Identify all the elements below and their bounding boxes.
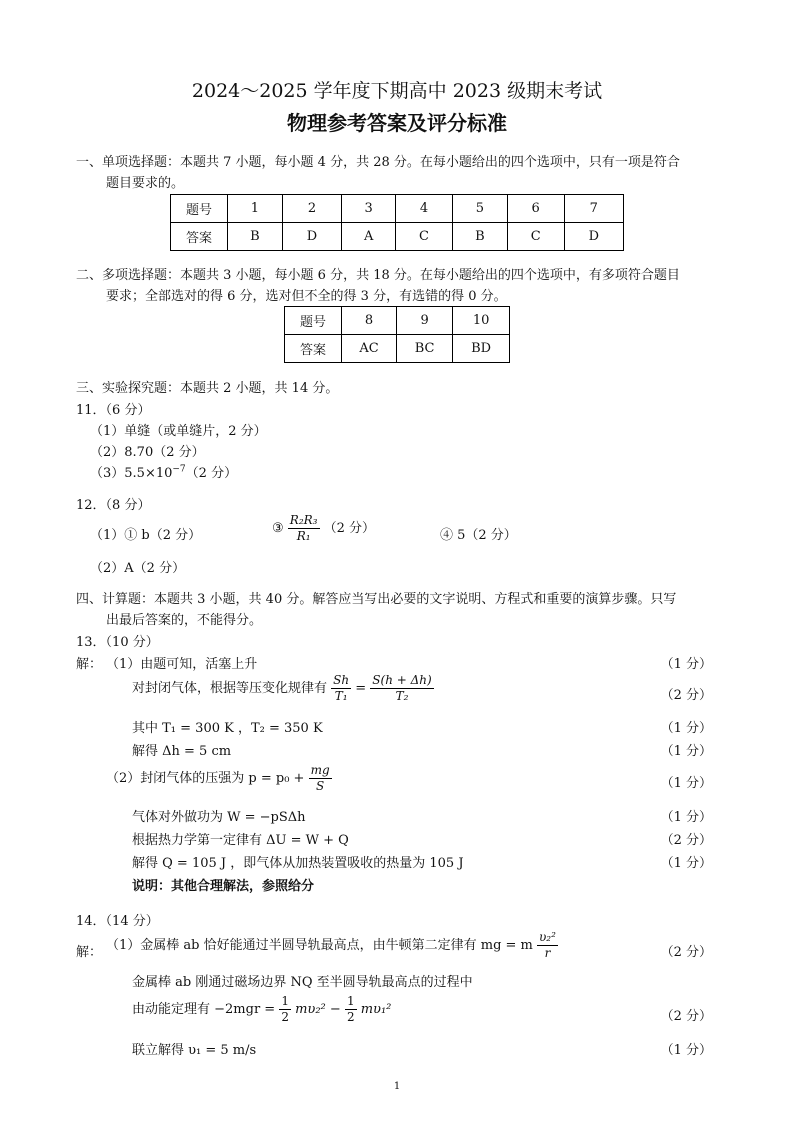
table-cell: 2 bbox=[282, 195, 341, 223]
frac-numerator: R₂R₃ bbox=[289, 513, 318, 527]
table-row bbox=[171, 195, 624, 223]
q13-note: 说明：其他合理解法，参照给分 bbox=[132, 879, 315, 894]
table-header-cell: 答案 bbox=[285, 335, 342, 363]
table-cell: BD bbox=[453, 335, 510, 363]
q14-line-2: 金属棒 ab 刚通过磁场边界 NQ 至半圆导轨最高点的过程中 bbox=[132, 975, 473, 990]
q13-points-2: （2 分） bbox=[660, 688, 712, 703]
table-cell: 7 bbox=[564, 195, 623, 223]
q11-answer-3-points: （2 分） bbox=[185, 466, 238, 481]
q14-line-1 bbox=[106, 930, 558, 961]
table-cell: C bbox=[507, 223, 564, 251]
table-header-cell: 答案 bbox=[171, 223, 228, 251]
fraction-s-h-dh-over-t2 bbox=[370, 673, 433, 704]
table-row bbox=[285, 307, 510, 335]
q13-solve: 解： bbox=[76, 657, 103, 672]
q11-answer-1: （1）单缝（或单缝片，2 分） bbox=[90, 424, 267, 439]
q13-line-5-text: （2）封闭气体的压强为 p = p₀ + bbox=[106, 771, 305, 786]
frac-denominator: r bbox=[544, 946, 551, 960]
q13-line-1: （1）由题可知，活塞上升 bbox=[106, 657, 258, 672]
q14-line-4: 联立解得 υ₁ = 5 m/s bbox=[132, 1043, 257, 1058]
frac-denominator: 2 bbox=[281, 1010, 289, 1024]
frac-numerator: 1 bbox=[281, 994, 289, 1008]
q11-answer-3 bbox=[90, 462, 237, 481]
table-cell: 4 bbox=[396, 195, 453, 223]
frac-denominator: R₁ bbox=[296, 529, 311, 543]
q13-line-8: 解得 Q = 105 J ，即气体从加热装置吸收的热量为 105 J bbox=[132, 856, 464, 871]
term-mv2-squared: mυ₂² − bbox=[295, 1002, 341, 1017]
table-cell: 9 bbox=[397, 307, 453, 335]
fraction-mg-over-s bbox=[309, 763, 332, 794]
q13-points-6: （1 分） bbox=[660, 810, 712, 825]
frac-denominator: S bbox=[316, 779, 325, 793]
section4-heading: 四、计算题：本题共 3 小题，共 40 分。解答应当写出必要的文字说明、方程式和重要的演算步骤。只写 bbox=[76, 592, 677, 607]
q11-answer-3-base: （3）5.5×10 bbox=[90, 466, 173, 481]
fraction-v2sq-over-r bbox=[537, 930, 558, 961]
q12-answer-4: ④ 5（2 分） bbox=[440, 528, 517, 543]
q14-line-3-text: 由动能定理有 −2mgr = bbox=[132, 1002, 276, 1017]
q13-line-2-text: 对封闭气体，根据等压变化规律有 bbox=[132, 681, 328, 696]
q14-line-1-text: （1）金属棒 ab 恰好能通过半圆导轨最高点，由牛顿第二定律有 mg = m bbox=[106, 938, 533, 953]
q13-line-4: 解得 Δh = 5 cm bbox=[132, 744, 232, 759]
table-header-cell: 题号 bbox=[171, 195, 228, 223]
table-cell: 6 bbox=[507, 195, 564, 223]
q13-points-4: （1 分） bbox=[660, 744, 712, 759]
q11-answer-2: （2）8.70（2 分） bbox=[90, 445, 205, 460]
table-cell: 1 bbox=[228, 195, 283, 223]
fraction-sh-over-t1 bbox=[331, 673, 351, 704]
circled-3: ③ bbox=[272, 521, 284, 536]
q14-points-1: （2 分） bbox=[660, 945, 712, 960]
term-mv1-squared: mυ₁² bbox=[360, 1002, 392, 1017]
frac-numerator: mg bbox=[310, 763, 330, 777]
table-cell: D bbox=[282, 223, 341, 251]
q13-points-7: （2 分） bbox=[660, 833, 712, 848]
q13-line-2: 对封闭气体，根据等压变化规律有 $\frac{Sh}{\text{T₁}}$ = $\frac{S(h + \Delta h)}{\text{T₂}}$ bbox=[132, 673, 432, 703]
q13-label: 13．（10 分） bbox=[76, 635, 159, 650]
q13-line-7: 根据热力学第一定律有 ΔU = W + Q bbox=[132, 833, 349, 848]
table-cell: AC bbox=[342, 335, 397, 363]
table-cell: B bbox=[228, 223, 283, 251]
q14-points-3: （1 分） bbox=[660, 1043, 712, 1058]
table-cell: D bbox=[564, 223, 623, 251]
q14-solve: 解： bbox=[76, 945, 103, 960]
frac-denominator: 2 bbox=[346, 1010, 355, 1024]
table-cell: C bbox=[396, 223, 453, 251]
frac-denominator: T₂ bbox=[395, 689, 409, 703]
section1-answer-table bbox=[170, 194, 624, 251]
q13-points-1: （1 分） bbox=[660, 657, 712, 672]
exam-subtitle: 物理参考答案及评分标准 bbox=[287, 111, 507, 135]
q13-line-5 bbox=[106, 763, 332, 794]
q12-answer-resistance bbox=[272, 513, 375, 544]
q14-label: 14．（14 分） bbox=[76, 914, 159, 929]
section2-answer-table bbox=[284, 306, 510, 363]
table-row bbox=[285, 335, 510, 363]
table-cell: 8 bbox=[342, 307, 397, 335]
q14-points-2: （2 分） bbox=[660, 1009, 712, 1024]
exam-title: 2024～2025 学年度下期高中 2023 级期末考试 bbox=[191, 80, 603, 102]
section2-heading-cont: 要求；全部选对的得 6 分，选对但不全的得 3 分，有选错的得 0 分。 bbox=[106, 289, 507, 304]
q12-label: 12．（8 分） bbox=[76, 498, 151, 513]
table-cell: B bbox=[452, 223, 507, 251]
frac-numerator: υ₂² bbox=[539, 930, 556, 944]
q13-points-3: （1 分） bbox=[660, 721, 712, 736]
q13-points-5: （1 分） bbox=[660, 776, 712, 791]
frac-numerator: Sh bbox=[333, 673, 350, 687]
section4-heading-cont: 出最后答案的，不能得分。 bbox=[106, 613, 263, 628]
q13-points-8: （1 分） bbox=[660, 856, 712, 871]
table-cell: 10 bbox=[453, 307, 510, 335]
q11-answer-3-exponent: −7 bbox=[172, 464, 186, 475]
table-row bbox=[171, 223, 624, 251]
section3-heading: 三、实验探究题：本题共 2 小题，共 14 分。 bbox=[76, 381, 339, 396]
table-cell: A bbox=[342, 223, 396, 251]
q12-answer-1: （1）① b（2 分） bbox=[90, 528, 202, 543]
page-number: 1 bbox=[393, 1081, 401, 1092]
fraction-one-half bbox=[279, 994, 291, 1025]
table-cell: 3 bbox=[342, 195, 396, 223]
q13-line-3: 其中 T₁ = 300 K ，T₂ = 350 K bbox=[132, 721, 323, 736]
table-cell: 5 bbox=[452, 195, 507, 223]
section2-heading: 二、多项选择题：本题共 3 小题，每小题 6 分，共 18 分。在每小题给出的四个选项中，有多项符合题目 bbox=[76, 268, 680, 283]
frac-numerator: S(h + Δh) bbox=[372, 673, 432, 687]
table-header-cell: 题号 bbox=[285, 307, 342, 335]
section1-heading-cont: 题目要求的。 bbox=[106, 176, 185, 191]
frac-denominator: T₁ bbox=[334, 689, 348, 703]
q13-line-6: 气体对外做功为 W = −pSΔh bbox=[132, 810, 306, 825]
q14-line-3 bbox=[132, 994, 391, 1025]
table-cell: BC bbox=[397, 335, 453, 363]
fraction-r2r3-over-r1 bbox=[288, 513, 320, 544]
frac-numerator: 1 bbox=[346, 994, 355, 1008]
section1-heading: 一、单项选择题：本题共 7 小题，每小题 4 分，共 28 分。在每小题给出的四个选项中，只有一项是符合 bbox=[76, 155, 680, 170]
points: （2 分） bbox=[323, 521, 376, 536]
q11-label: 11．（6 分） bbox=[76, 403, 151, 418]
q12-answer-2: （2）A（2 分） bbox=[90, 561, 186, 576]
fraction-one-half bbox=[345, 994, 357, 1025]
